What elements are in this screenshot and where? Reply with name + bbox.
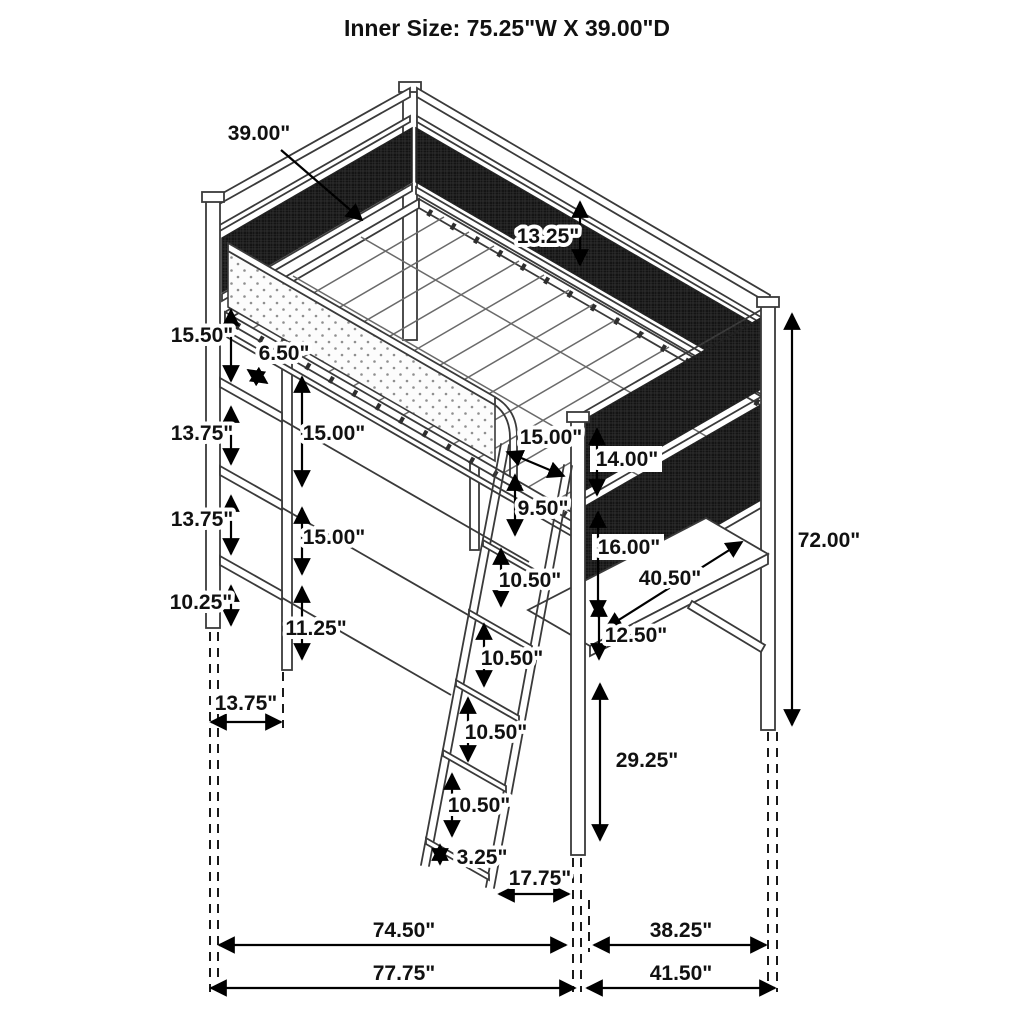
dim-label-rung-spacing-2: 10.50" bbox=[480, 647, 544, 670]
dim-label-rung-spacing-4: 10.50" bbox=[447, 794, 511, 817]
dim-label-shelf-unit-depth: 13.75" bbox=[214, 692, 278, 715]
dim-label-side-inner-depth: 38.25" bbox=[649, 919, 713, 942]
right-post-cap bbox=[757, 297, 779, 307]
front-post-cap bbox=[567, 412, 589, 422]
dim-label-rung-spacing-3: 10.50" bbox=[464, 721, 528, 744]
dim-label-overall-length: 77.75" bbox=[372, 962, 436, 985]
dim-label-shelf-gap-top: 15.50" bbox=[170, 324, 234, 347]
front-post bbox=[571, 418, 585, 855]
left-post bbox=[206, 198, 220, 628]
dim-label-desk-clearance: 12.50" bbox=[604, 624, 668, 647]
dim-label-ladder-foot-offset: 3.25" bbox=[456, 846, 508, 869]
dim-label-bed-depth: 39.00" bbox=[227, 122, 291, 145]
dim-label-inner-length: 74.50" bbox=[372, 919, 436, 942]
dim-label-mesh-lower-height: 16.00" bbox=[597, 536, 661, 559]
page-title: Inner Size: 75.25"W X 39.00"D bbox=[343, 15, 671, 41]
dim-label-desk-height: 29.25" bbox=[615, 749, 679, 772]
dim-label-desk-length: 40.50" bbox=[638, 567, 702, 590]
dim-label-shelf-gap-b: 13.75" bbox=[170, 508, 234, 531]
dim-label-ladder-top-offset: 9.50" bbox=[517, 497, 569, 520]
dim-label-mesh-upper-height: 14.00" bbox=[595, 448, 659, 471]
dim-label-guardrail-height: 13.25" bbox=[516, 225, 580, 248]
dim-label-shelf-span-b: 15.00" bbox=[302, 526, 366, 549]
dim-label-ladder-base-depth: 17.75" bbox=[508, 867, 572, 890]
left-post-cap bbox=[202, 192, 224, 202]
dim-label-shelf-span-a: 15.00" bbox=[302, 422, 366, 445]
ladder-rung bbox=[469, 610, 532, 652]
dim-label-rung-spacing-1: 10.50" bbox=[498, 569, 562, 592]
dim-label-overall-height: 72.00" bbox=[797, 529, 861, 552]
dim-label-shelf-gap-bottom: 10.25" bbox=[169, 591, 233, 614]
dim-label-overall-depth: 41.50" bbox=[649, 962, 713, 985]
dim-label-ladder-opening: 15.00" bbox=[519, 426, 583, 449]
dim-label-shelf-depth: 6.50" bbox=[258, 342, 310, 365]
ladder-rung bbox=[456, 680, 519, 722]
dim-label-shelf-post-bottom: 11.25" bbox=[285, 617, 347, 640]
right-post bbox=[761, 303, 775, 730]
desk-brace bbox=[688, 601, 765, 652]
dim-label-shelf-gap-a: 13.75" bbox=[170, 422, 234, 445]
